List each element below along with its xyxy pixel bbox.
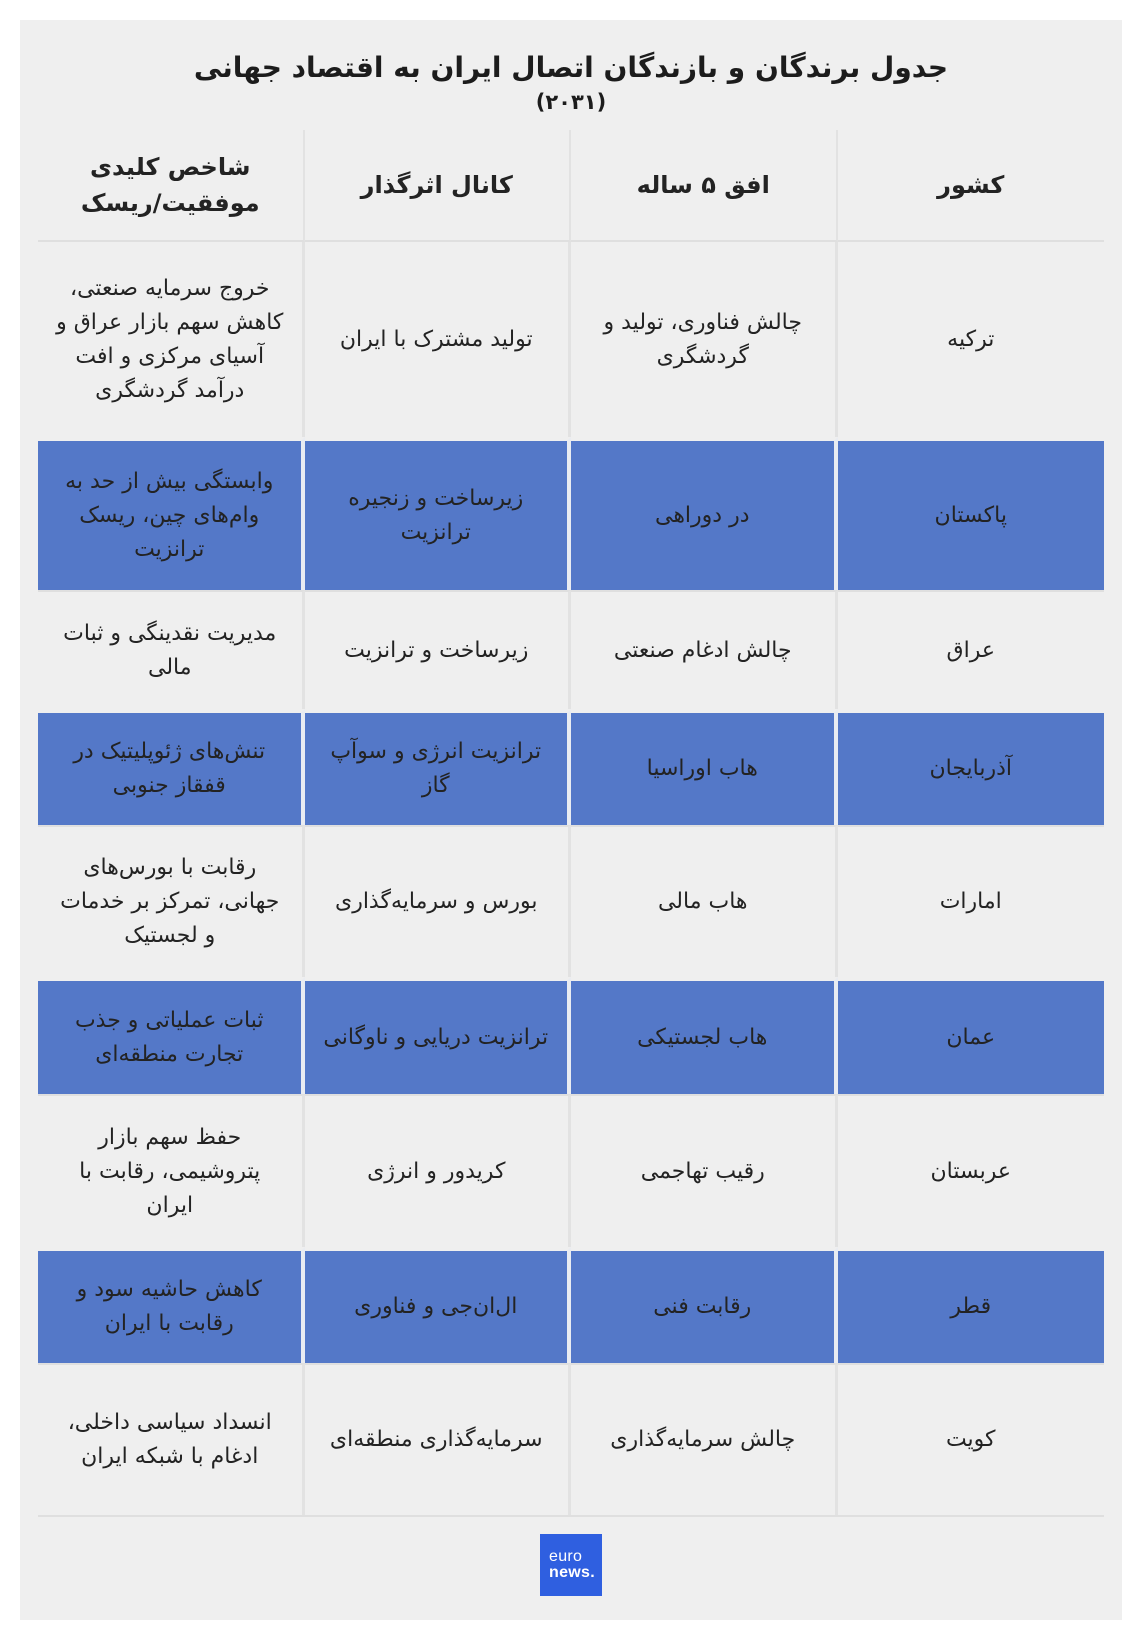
chart-subtitle: (۲۰۳۱) [535,90,607,115]
cell-risk: تنش‌های ژئوپلیتیک در قفقاز جنوبی [38,709,305,825]
column-header-horizon: افق ۵ ساله [571,130,838,242]
table-row [38,590,1104,709]
euronews-logo-line2: news. [549,1564,595,1582]
cell-channel: ترانزیت دریایی و ناوگانی [305,977,572,1094]
cell-risk: وابستگی بیش از حد به وام‌های چین، ریسک ترانزیت [38,437,305,590]
cell-country: امارات [838,825,1105,977]
cell-country: آذربایجان [838,709,1105,825]
cell-horizon: هاب اوراسیا [571,709,838,825]
cell-horizon: چالش ادغام صنعتی [571,590,838,709]
chart-title: جدول برندگان و بازندگان اتصال ایران به اقتصاد جهانی [193,51,949,84]
cell-country: پاکستان [838,437,1105,590]
cell-country: کویت [838,1363,1105,1515]
cell-channel: زیرساخت و زنجیره ترانزیت [305,437,572,590]
table-row [38,1247,1104,1363]
cell-channel: زیرساخت و ترانزیت [305,590,572,709]
cell-risk: حفظ سهم بازار پتروشیمی، رقابت با ایران [38,1094,305,1247]
cell-country: قطر [838,1247,1105,1363]
table-row [38,437,1104,590]
winners-losers-table [38,130,1104,1517]
table-row [38,977,1104,1094]
cell-channel: ترانزیت انرژی و سوآپ گاز [305,709,572,825]
cell-horizon: رقیب تهاجمی [571,1094,838,1247]
cell-risk: انسداد سیاسی داخلی، ادغام با شبکه ایران [38,1363,305,1515]
cell-risk: رقابت با بورس‌های جهانی، تمرکز بر خدمات و لجستیک [38,825,305,977]
column-header-channel: کانال اثرگذار [305,130,572,242]
cell-horizon: هاب لجستیکی [571,977,838,1094]
cell-risk: خروج سرمایه صنعتی، کاهش سهم بازار عراق و آسیای مرکزی و افت درآمد گردشگری [38,242,305,437]
cell-country: عمان [838,977,1105,1094]
cell-risk: مدیریت نقدینگی و ثبات مالی [38,590,305,709]
cell-horizon: هاب مالی [571,825,838,977]
table-row [38,1363,1104,1515]
table-body [38,242,1104,1515]
cell-horizon: در دوراهی [571,437,838,590]
cell-country: ترکیه [947,326,995,352]
column-header-country: کشور [838,130,1105,242]
table-row [38,242,1104,437]
infographic-card [20,20,1122,1620]
cell-channel: بورس و سرمایه‌گذاری [305,825,572,977]
footer [38,1517,1104,1596]
header-row [38,130,1104,242]
cell-country: عربستان [838,1094,1105,1247]
euronews-logo [540,1534,602,1596]
table-row [38,1094,1104,1247]
euronews-logo-line1: euro [549,1548,583,1566]
cell-horizon: رقابت فنی [571,1247,838,1363]
cell-channel: سرمایه‌گذاری منطقه‌ای [305,1363,572,1515]
cell-horizon: چالش سرمایه‌گذاری [571,1363,838,1515]
cell-channel: ال‌ان‌جی و فناوری [305,1247,572,1363]
table-header [38,130,1104,242]
cell-country: عراق [838,590,1105,709]
cell-horizon: چالش فناوری، تولید و گردشگری [571,242,838,437]
cell-channel: تولید مشترک با ایران [305,242,572,437]
cell-risk: کاهش حاشیه سود و رقابت با ایران [38,1247,305,1363]
table-row [38,709,1104,825]
cell-channel: کریدور و انرژی [305,1094,572,1247]
column-header-risk: شاخص کلیدی موفقیت/ریسک [38,130,305,242]
table-row [38,825,1104,977]
cell-risk: ثبات عملیاتی و جذب تجارت منطقه‌ای [38,977,305,1094]
